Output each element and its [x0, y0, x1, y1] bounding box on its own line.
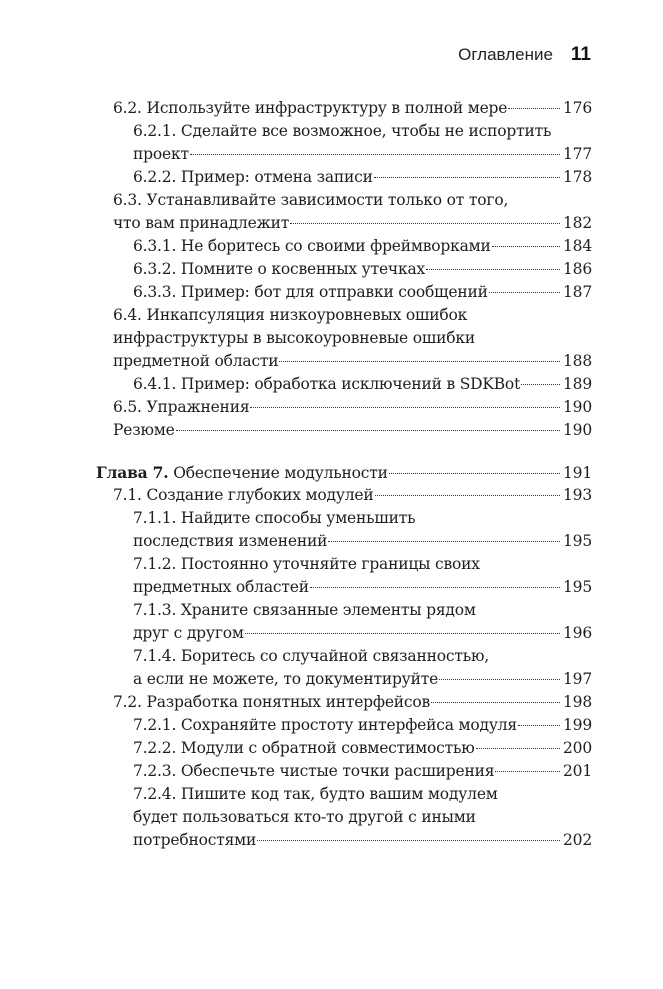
dot-leader	[476, 748, 560, 749]
toc-entry	[133, 373, 592, 396]
toc-entry-row	[113, 212, 592, 235]
toc-entry-title: а если не можете, то документируйте	[133, 670, 439, 688]
toc-entry-title: 6.5. Упражнения	[113, 398, 250, 416]
toc-entry-title-line: 6.4. Инкапсуляция низкоуровневых ошибок	[113, 306, 468, 324]
toc-entry-title: 6.2.2. Пример: отмена записи	[133, 168, 373, 186]
dot-leader	[279, 361, 560, 362]
toc-entry-title: 6.3.2. Помните о косвенных утечках	[133, 260, 426, 278]
toc-page-number: 191	[563, 464, 592, 482]
toc-entry-row	[113, 484, 592, 507]
toc-entry	[133, 281, 592, 304]
toc-entry	[133, 737, 592, 760]
toc-page-number: 182	[563, 214, 592, 232]
toc-entry-title: потребностями	[133, 831, 257, 849]
toc-entry-title-line: 6.2.1. Сделайте все возможное, чтобы не испортить	[133, 122, 552, 140]
toc-entry-title: 7.2.1. Сохраняйте простоту интерфейса модуля	[133, 716, 517, 734]
toc-page-number: 202	[563, 831, 592, 849]
toc-entry-row	[133, 258, 592, 281]
dot-leader	[290, 223, 560, 224]
toc-entry-title: друг с другом	[133, 624, 244, 642]
toc-entry-row	[133, 829, 592, 852]
toc-entry	[113, 97, 592, 120]
toc-entry-title: предметных областей	[133, 578, 309, 596]
toc-entry-row	[133, 166, 592, 189]
toc-page-number: 187	[563, 283, 592, 301]
dot-leader	[521, 384, 560, 385]
toc-entry-title: последствия изменений	[133, 532, 328, 550]
dot-leader	[518, 725, 560, 726]
dot-leader	[508, 108, 560, 109]
toc-page-number: 193	[563, 486, 592, 504]
toc-entry-row	[133, 235, 592, 258]
toc-page-number: 189	[563, 375, 592, 393]
toc-entry-row	[133, 373, 592, 396]
toc-entry-title: предметной области	[113, 352, 279, 370]
toc-entry-title-line: 7.2.4. Пишите код так, будто вашим модулем	[133, 785, 498, 803]
toc-entry	[133, 645, 592, 691]
dot-leader	[389, 473, 560, 474]
toc-entry-row	[133, 143, 592, 166]
toc-page-number: 176	[563, 99, 592, 117]
toc-page-number: 195	[563, 578, 592, 596]
toc-entry	[133, 258, 592, 281]
toc-page-number: 195	[563, 532, 592, 550]
toc-entry-title: Глава 7. Обеспечение модульности	[96, 463, 388, 482]
toc-entry-row	[133, 737, 592, 760]
toc-entry-title-line: инфраструктуры в высокоуровневые ошибки	[113, 329, 475, 347]
toc-entry-title-line: 7.1.4. Боритесь со случайной связанностью,	[133, 647, 489, 665]
toc-entry	[133, 553, 592, 599]
toc-entry-title: 6.3.3. Пример: бот для отправки сообщений	[133, 283, 488, 301]
dot-leader	[426, 269, 560, 270]
toc-entry	[133, 714, 592, 737]
toc-entry-row	[113, 396, 592, 419]
toc-entry-row	[133, 622, 592, 645]
toc-entry-title-line: 7.1.2. Постоянно уточняйте границы своих	[133, 555, 480, 573]
toc-entry-row	[113, 691, 592, 714]
toc-entry	[113, 189, 592, 235]
dot-leader	[190, 154, 560, 155]
dot-leader	[375, 495, 560, 496]
chapter-label: Глава 7.	[96, 463, 169, 482]
dot-leader	[176, 430, 560, 431]
dot-leader	[492, 246, 560, 247]
toc-entry-title: 6.2. Используйте инфраструктуру в полной мере	[113, 99, 508, 117]
toc-entry-title-line: 6.3. Устанавливайте зависимости только от того,	[113, 191, 509, 209]
toc-entry	[113, 419, 592, 442]
toc-entry-row	[96, 461, 592, 485]
toc-entry-row	[133, 530, 592, 553]
toc-entry-title: 7.2.2. Модули с обратной совместимостью	[133, 739, 475, 757]
toc-entry-row	[133, 760, 592, 783]
toc-entry-title: Резюме	[113, 421, 175, 439]
toc-page-number: 186	[563, 260, 592, 278]
dot-leader	[328, 541, 560, 542]
toc-entry-title: 6.4.1. Пример: обработка исключений в SDKBot	[133, 375, 521, 393]
toc-entry	[113, 484, 592, 507]
toc-entry-row	[133, 281, 592, 304]
toc-entry	[133, 235, 592, 258]
dot-leader	[257, 840, 560, 841]
toc-entry-row	[113, 350, 592, 373]
toc-page-number: 200	[563, 739, 592, 757]
toc-entry-row	[133, 668, 592, 691]
dot-leader	[250, 407, 560, 408]
toc-page-number: 197	[563, 670, 592, 688]
toc-entry	[113, 691, 592, 714]
toc-entry-title: 6.3.1. Не боритесь со своими фреймворками	[133, 237, 491, 255]
dot-leader	[374, 177, 560, 178]
toc-entry-title-line: 7.1.1. Найдите способы уменьшить	[133, 509, 416, 527]
toc-entry	[133, 507, 592, 553]
toc-page-number: 178	[563, 168, 592, 186]
toc-entry-title: 7.2.3. Обеспечьте чистые точки расширения	[133, 762, 495, 780]
toc-entry-title-line: 7.1.3. Храните связанные элементы рядом	[133, 601, 476, 619]
toc-entry	[133, 599, 592, 645]
running-header	[458, 44, 591, 66]
toc-entry	[133, 783, 592, 852]
toc-entry-title: проект	[133, 145, 189, 163]
toc-entry-row	[113, 97, 592, 120]
toc-entry-title-line: будет пользоваться кто-то другой с иными	[133, 808, 476, 826]
toc-entry-row	[133, 576, 592, 599]
page-number: 11	[570, 44, 591, 65]
dot-leader	[310, 587, 560, 588]
toc-page-number: 198	[563, 693, 592, 711]
toc-chapter	[96, 461, 592, 485]
toc-page-number: 196	[563, 624, 592, 642]
dot-leader	[431, 702, 560, 703]
toc-page-number: 190	[563, 421, 592, 439]
dot-leader	[439, 679, 560, 680]
toc-page-number: 188	[563, 352, 592, 370]
toc-entry-title: 7.1. Создание глубоких модулей	[113, 486, 374, 504]
toc-page-number: 184	[563, 237, 592, 255]
dot-leader	[489, 292, 560, 293]
toc-entry-row	[133, 714, 592, 737]
toc-entry	[133, 760, 592, 783]
toc-page-number: 201	[563, 762, 592, 780]
toc-entry	[133, 166, 592, 189]
toc-entry-title: что вам принадлежит	[113, 214, 290, 232]
toc-entry	[113, 396, 592, 419]
dot-leader	[495, 771, 560, 772]
toc-page-number: 190	[563, 398, 592, 416]
toc-page-number: 177	[563, 145, 592, 163]
toc-entry	[133, 120, 592, 166]
toc-entry-row	[113, 419, 592, 442]
header-title: Оглавление	[458, 45, 553, 64]
dot-leader	[245, 633, 560, 634]
toc-entry-title: 7.2. Разработка понятных интерфейсов	[113, 693, 431, 711]
toc-page-number: 199	[563, 716, 592, 734]
toc-entry	[113, 304, 592, 373]
